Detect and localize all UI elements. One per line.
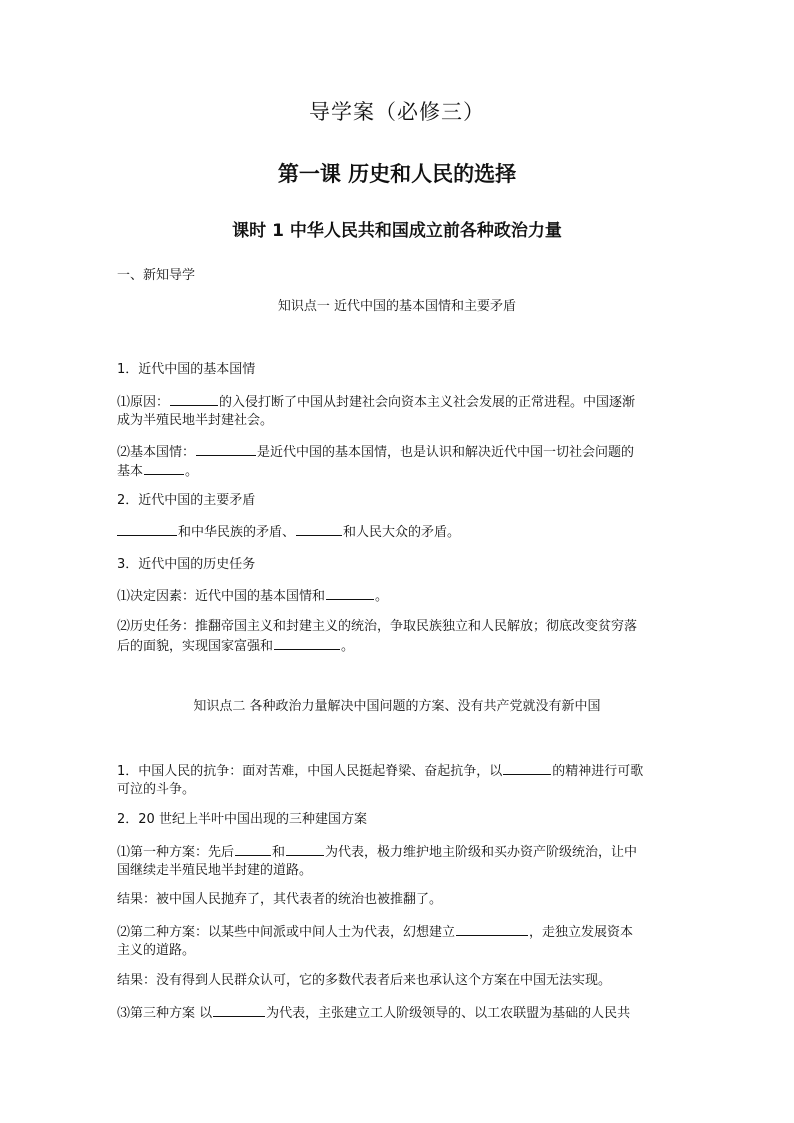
item-1-2-line-2: [117, 461, 681, 482]
point-1-text: 1．中国人民的抗争：面对苦难，中国人民挺起脊梁、奋起抗争，以: [117, 764, 503, 779]
scheme-1-and: 和: [272, 845, 286, 860]
scheme-2-line-1: [117, 922, 681, 943]
item-1-1-text: 的入侵打断了中国从封建社会向资本主义社会发展的正常进程。中国逐渐: [219, 395, 636, 410]
scheme-3-text: 为代表，主张建立工人阶级领导的、以工农联盟为基础的人民共: [266, 1006, 631, 1021]
item-1-title: 1．近代中国的基本国情: [117, 362, 256, 377]
item-3-1-line: [117, 586, 681, 607]
scheme-1-line-1: [117, 842, 681, 863]
point-2-title: 2．20 世纪上半叶中国出现的三种建国方案: [117, 812, 367, 827]
fill-blank[interactable]: [326, 586, 374, 600]
period-title: 课时 1 中华人民共和国成立前各种政治力量: [232, 221, 562, 241]
item-1-1-line-2: 成为半殖民地半封建社会。: [117, 413, 274, 428]
item-1-2-line-1: [117, 442, 681, 463]
fill-blank[interactable]: [117, 522, 177, 536]
item-3-1-end: 。: [375, 589, 389, 604]
item-1-1-prefix: ⑴原因：: [117, 395, 170, 410]
scheme-1-result: 结果：被中国人民抛弃了，其代表者的统治也被推翻了。: [117, 892, 443, 907]
scheme-2-result: 结果：没有得到人民群众认可，它的多数代表者后来也承认这个方案在中国无法实现。: [117, 973, 612, 988]
fill-blank[interactable]: [456, 922, 528, 936]
item-3-2-line-1: ⑵历史任务：推翻帝国主义和封建主义的统治，争取民族独立和人民解放；彻底改变贫穷落: [117, 619, 638, 634]
fill-blank[interactable]: [503, 761, 551, 775]
fill-blank[interactable]: [235, 842, 271, 856]
item-3-2-text: 后的面貌，实现国家富强和: [117, 639, 274, 654]
scheme-1-line-2: 国继续走半殖民地半封建的道路。: [117, 863, 313, 878]
item-3-2-line-2: [117, 636, 681, 657]
item-1-2-prefix: ⑵基本国情：: [117, 445, 196, 460]
scheme-1-prefix: ⑴第一种方案：先后: [117, 845, 235, 860]
fill-blank[interactable]: [296, 522, 342, 536]
point-1-text-2: 的精神进行可歌: [552, 764, 644, 779]
fill-blank[interactable]: [213, 1003, 265, 1017]
knowledge-point-2-title: 知识点二 各种政治力量解决中国问题的方案、没有共产党就没有新中国: [193, 699, 601, 714]
item-1-2-text: 是近代中国的基本国情，也是认识和解决近代中国一切社会问题的: [257, 445, 635, 460]
scheme-2-text-2: ，走独立发展资本: [529, 925, 634, 940]
item-2-text-b: 和人民大众的矛盾。: [343, 525, 461, 540]
item-2-text-a: 和中华民族的矛盾、: [178, 525, 296, 540]
section-heading: 一、新知导学: [117, 268, 196, 283]
item-1-2-prefix-2: 基本: [117, 464, 144, 479]
item-2-line: [117, 522, 681, 543]
scheme-2-line-2: 主义的道路。: [117, 943, 196, 958]
item-3-1-text: ⑴决定因素：近代中国的基本国情和: [117, 589, 326, 604]
point-1-line-2: 可泣的斗争。: [117, 782, 196, 797]
item-2-title: 2．近代中国的主要矛盾: [117, 493, 256, 508]
item-3-2-end: 。: [341, 639, 355, 654]
point-1-line-1: [117, 761, 681, 782]
knowledge-point-1-title: 知识点一 近代中国的基本国情和主要矛盾: [277, 299, 517, 314]
document-title: 导学案（必修三）: [309, 100, 485, 124]
scheme-2-text: ⑵第二种方案：以某些中间派或中间人士为代表，幻想建立: [117, 925, 456, 940]
scheme-1-text: 为代表，极力维护地主阶级和买办资产阶级统治，让中: [325, 845, 638, 860]
fill-blank[interactable]: [196, 442, 256, 456]
scheme-3-line-1: [117, 1003, 681, 1024]
scheme-3-prefix: ⑶第三种方案 以: [117, 1006, 213, 1021]
lesson-title: 第一课 历史和人民的选择: [277, 162, 517, 186]
item-1-2-end: 。: [185, 464, 199, 479]
fill-blank[interactable]: [170, 392, 218, 406]
fill-blank[interactable]: [144, 461, 184, 475]
item-3-title: 3．近代中国的历史任务: [117, 557, 256, 572]
fill-blank[interactable]: [286, 842, 324, 856]
fill-blank[interactable]: [274, 636, 340, 650]
item-1-1-line-1: [117, 392, 681, 413]
